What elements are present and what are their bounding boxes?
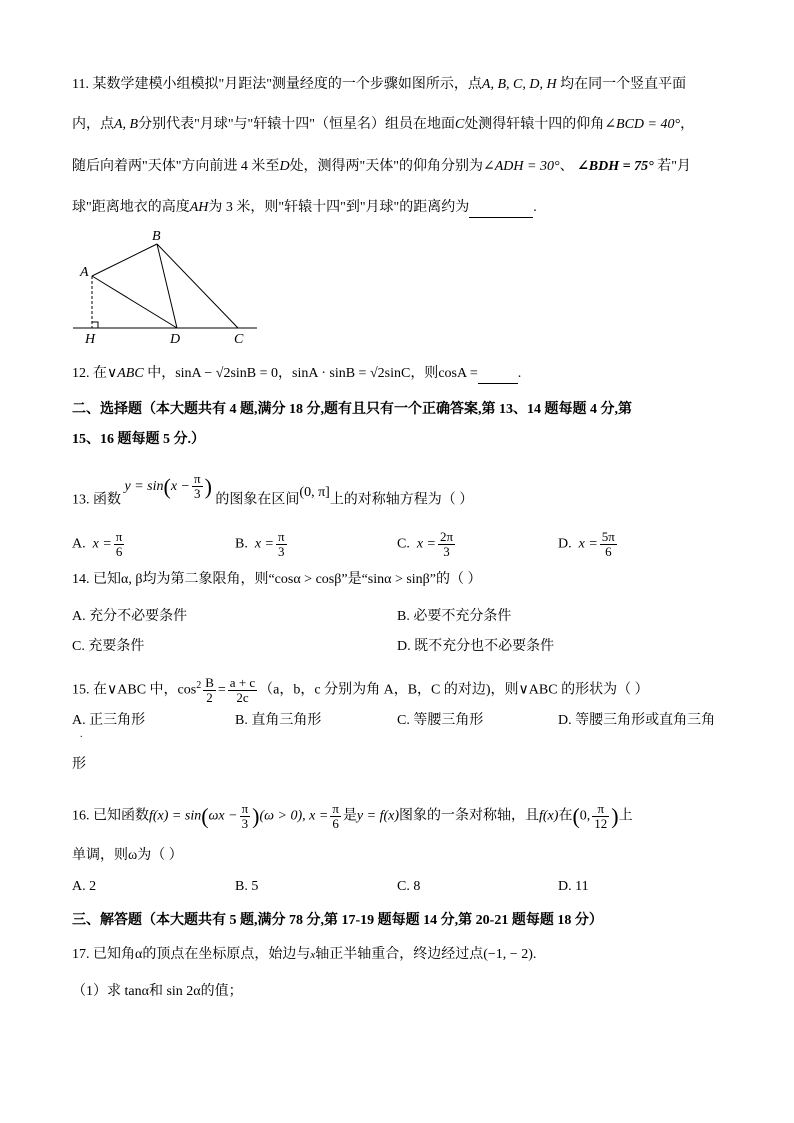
q11-segment-ah: AH	[189, 200, 209, 215]
q17-line	[72, 946, 536, 964]
frac-num: π	[115, 529, 123, 544]
q15-option-c[interactable]: C. 等腰三角形	[397, 713, 484, 728]
q16-text: 上	[618, 808, 633, 824]
function-arg: x −	[170, 478, 190, 494]
q11-line-2	[72, 116, 694, 134]
condition: (ω > 0), x =	[259, 808, 329, 824]
frac-den: 2	[206, 690, 213, 705]
frac-den: 6	[115, 544, 123, 559]
frac-num: 5π	[601, 529, 615, 544]
label-b: B	[152, 229, 161, 244]
function-lhs: f(x) = sin	[149, 808, 202, 824]
q11-text: 分别代表"月球"与"轩辕十四"（恒星名）组员在地面	[138, 117, 455, 132]
q11-text: 球"距离地衣的高度	[72, 200, 190, 215]
right-angle-mark	[92, 322, 98, 328]
answer-blank	[478, 365, 518, 384]
q11-text: 11. 某数学建模小组模拟"月距法"测量经度的一个步骤如图所示，点	[72, 77, 482, 92]
q11-angle-bcd: ∠BCD = 40°	[604, 117, 681, 132]
q14-stem: 14. 已知α, β均为第二象限角，则“cosα > cosβ”是“sinα > sinβ”的（ ）	[72, 572, 482, 587]
q13-option-b[interactable]	[235, 530, 289, 559]
cos: cos	[177, 682, 197, 698]
q11-point-d: D	[279, 159, 290, 174]
q11-angle-bdh: ∠BDH = 75°	[577, 159, 654, 174]
q13-function: y = sin(x − $\frac{\pi}{3}$ )	[124, 471, 212, 501]
q15-text: 15. 在∨ABC 中，	[72, 682, 178, 698]
x-equals: x =	[92, 536, 112, 552]
x-equals: x =	[254, 536, 275, 552]
y-equals-fx: y = f(x)	[356, 808, 399, 824]
frac-num: π	[332, 801, 339, 816]
q14-option-b[interactable]: B. 必要不充分条件	[397, 609, 512, 624]
x-equals: x =	[578, 536, 598, 552]
equation-2: sinA · sinB = √2sinC	[292, 366, 411, 381]
q12-text: .	[517, 366, 522, 381]
q11-text: 为 3 米，则"轩辕十四"到"月球"的距离约为	[208, 200, 470, 215]
frac-num: π	[194, 471, 201, 486]
q11-text: 、	[559, 159, 574, 174]
label-h: H	[85, 332, 96, 347]
q11-text: 处，测得两"天体"的仰角分别为	[289, 159, 483, 174]
q15-text: （a，b，c 分别为角 A，B，C 的对边)，则∨ABC 的形状为（ ）	[259, 682, 649, 698]
q11-line-3	[72, 158, 691, 176]
x-equals: x =	[416, 536, 437, 552]
q13-option-d[interactable]	[558, 530, 619, 559]
frac-num: a + c	[229, 675, 256, 690]
frac-den: 6	[332, 816, 339, 831]
frac-den: 3	[443, 544, 450, 559]
frac-den: 3	[241, 816, 249, 831]
q11-text: 随后向着两"天体"方向前进 4 米至	[72, 159, 280, 174]
q11-line-1	[72, 76, 686, 94]
q11-text: .	[533, 200, 537, 215]
q15-option-d[interactable]: D. 等腰三角形或直角三角	[558, 713, 716, 728]
q11-line-4	[72, 199, 537, 218]
q11-point-c: C	[454, 117, 465, 132]
frac-den: 6	[605, 544, 612, 559]
option-label: C.	[397, 536, 410, 552]
q11-text: 处测得轩辕十四的仰角	[464, 117, 605, 132]
q11-angle-adh: ∠ADH = 30°	[483, 159, 560, 174]
triangle-abc: ∨ABC	[107, 366, 144, 381]
q15-line	[72, 676, 649, 705]
q14-option-a[interactable]: A. 充分不必要条件	[72, 609, 188, 624]
q11-text: 内，点	[72, 117, 114, 132]
q15-option-b[interactable]: B. 直角三角形	[235, 713, 322, 728]
q16-text: 图象的一条对称轴，且	[399, 808, 539, 824]
q12-text: ，则	[410, 366, 439, 381]
q16-option-a[interactable]: A. 2	[72, 879, 97, 894]
exponent: 2	[196, 680, 202, 692]
frac-num: 2π	[440, 529, 454, 544]
label-a: A	[80, 265, 89, 280]
label-d: D	[170, 332, 181, 347]
function-arg: ωx −	[208, 808, 238, 824]
q17-text: .	[532, 947, 537, 962]
q13-text: 上的对称轴方程为（ ）	[329, 492, 474, 508]
q13-text: 13. 函数	[72, 492, 121, 508]
interval: (0, π]	[299, 484, 330, 500]
cos-a-ask: cosA =	[438, 366, 478, 381]
q12-line	[72, 365, 521, 384]
q11-figure	[70, 228, 270, 348]
q16-line: 16. 已知函数f(x) = sin(ωx − $\frac{\pi}{3}$ )(ω > 0), x = $\frac{\pi}{6}$ 是y = f(x)图象的一条对称轴，且f(x)在(0, $\frac{\pi}{12}$ )上	[72, 801, 633, 831]
section-2-heading-cont: 15、16 题每题 5 分.）	[72, 432, 205, 447]
q16-text: 在	[558, 808, 573, 824]
q17-text: 轴正半轴重合，终边经过点	[315, 947, 484, 962]
q11-text: 若"月	[657, 159, 691, 174]
segment-ab	[92, 244, 157, 276]
q16-option-d[interactable]: D. 11	[558, 879, 589, 894]
frac-den: 12	[594, 816, 608, 831]
section-3-heading: 三、解答题（本大题共有 5 题,满分 78 分,第 17-19 题每题 14 分,第 20-21 题每题 18 分）	[72, 913, 603, 928]
option-label: A.	[72, 536, 86, 552]
q12-text: 12. 在	[72, 366, 107, 381]
q13-text: 的图象在区间	[215, 492, 300, 508]
frac-num: B	[205, 675, 214, 690]
segment-bd	[157, 244, 177, 328]
q12-text: 中，	[143, 366, 176, 381]
segment-bc	[157, 244, 238, 328]
q14-option-c[interactable]: C. 充要条件	[72, 639, 145, 654]
fx: f(x)	[539, 808, 559, 824]
q15-option-d-wrap: 形	[72, 757, 86, 772]
q16-line-2: 单调，则ω为（ ）	[72, 848, 183, 863]
q11-points: A, B	[114, 117, 139, 132]
option-label: B.	[235, 536, 248, 552]
q15-option-a[interactable]: A. 正三角形	[72, 713, 146, 728]
q16-option-b[interactable]: B. 5	[235, 879, 259, 894]
q14-option-d[interactable]: D. 既不充分也不必要条件	[397, 639, 555, 654]
frac-num: π	[278, 529, 285, 544]
frac-den: 2c	[236, 690, 249, 705]
q13-line	[72, 471, 474, 515]
point-coordinates: (−1, − 2)	[483, 947, 533, 962]
equation-1: sinA − √2sinB = 0	[175, 366, 279, 381]
q13-option-c[interactable]	[397, 530, 457, 559]
label-c: C	[234, 332, 244, 347]
q17-text: 17. 已知角α的顶点在坐标原点，始边与	[72, 947, 311, 962]
q13-option-a[interactable]	[72, 530, 126, 559]
equals: =	[217, 682, 226, 698]
section-2-heading: 二、选择题（本大题共有 4 题,满分 18 分,题有且只有一个正确答案,第 13、14 题每题 4 分,第	[72, 402, 632, 417]
option-label: D.	[558, 536, 572, 552]
q11-text: 均在同一个竖直平面	[556, 77, 687, 92]
q11-text: ，	[680, 117, 695, 132]
q12-text: ，	[278, 366, 293, 381]
frac-den: 3	[194, 486, 201, 501]
q17-sub-1: （1）求 tanα和 sin 2α的值；	[72, 984, 243, 999]
q16-text: 是	[342, 808, 357, 824]
stray-dot: .	[80, 729, 83, 740]
segment-ad	[92, 276, 177, 328]
answer-blank	[469, 199, 533, 218]
function-lhs: y = sin	[124, 478, 164, 494]
frac-den: 3	[278, 544, 285, 559]
q11-points: A, B, C, D, H	[481, 77, 557, 92]
q16-option-c[interactable]: C. 8	[397, 879, 421, 894]
frac-num: π	[241, 801, 249, 816]
x-axis: x	[310, 949, 316, 961]
interval-start: 0,	[579, 808, 591, 824]
q16-text: 16. 已知函数	[72, 808, 149, 824]
frac-num: π	[592, 802, 609, 817]
